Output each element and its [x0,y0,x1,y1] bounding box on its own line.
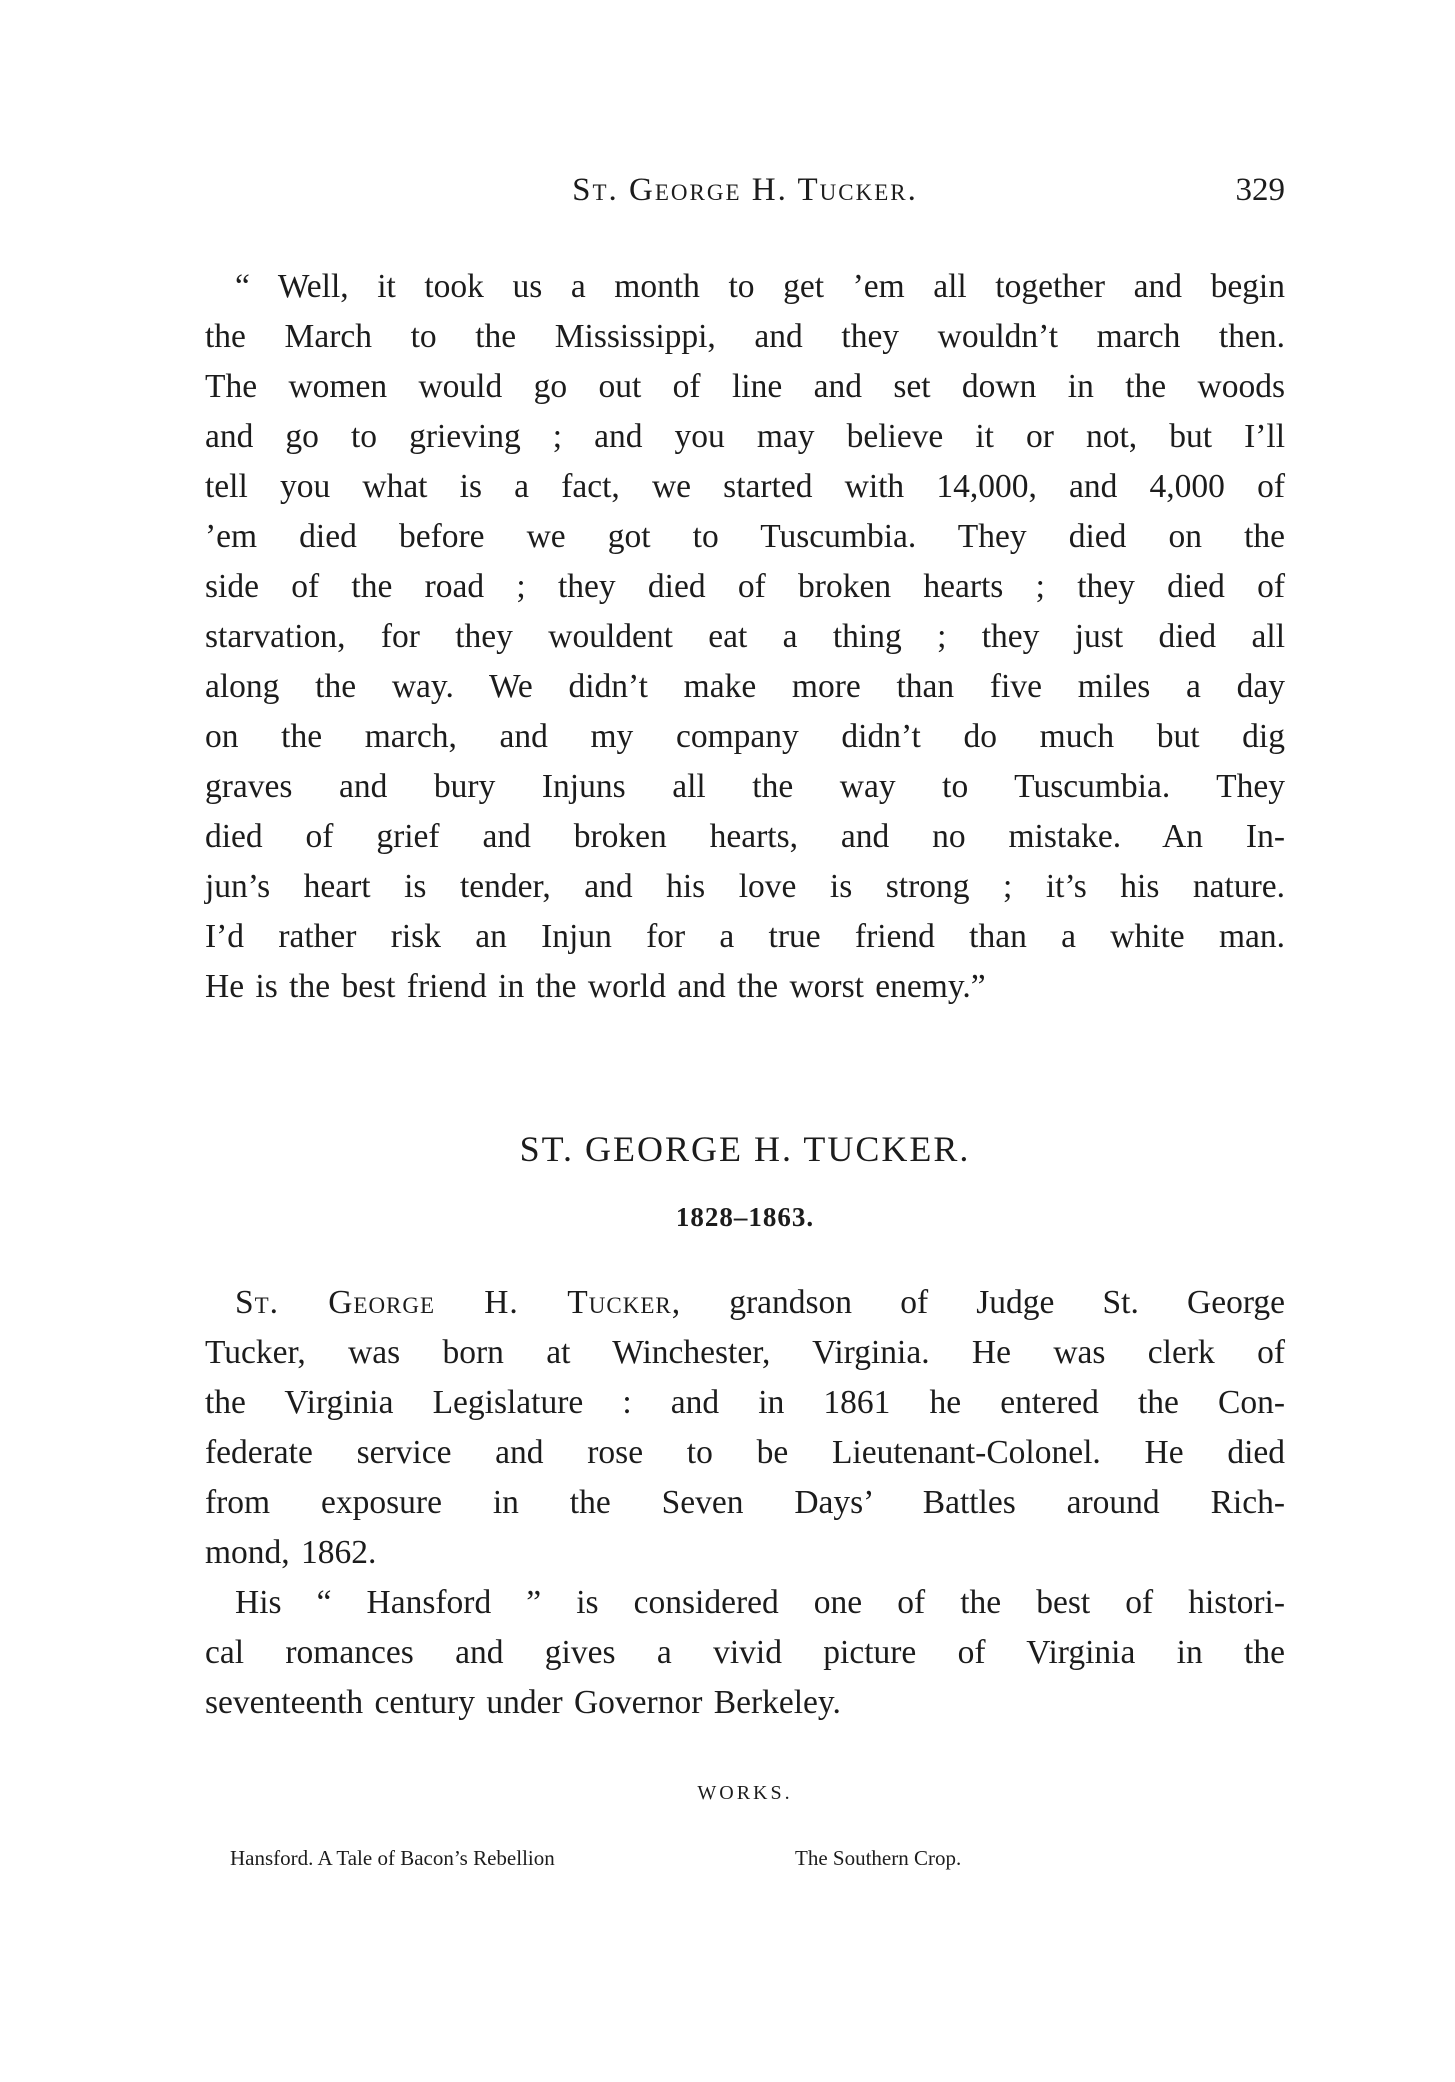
text-line [205,1278,1285,1328]
work-item: The Southern Crop. [795,1846,962,1870]
section-title: ST. GEORGE H. TUCKER. [519,1129,971,1169]
text-line: from exposure in the Seven Days’ Battles around Rich- [205,1484,1285,1521]
works-heading: WORKS. [697,1782,793,1804]
running-title: St. George H. Tucker. [572,172,918,208]
text-fragment: grandson of Judge St. George [681,1284,1285,1321]
section-dates: 1828–1863. [675,1202,815,1232]
work-item: Hansford. A Tale of Bacon’s Rebellion [230,1846,555,1870]
text-line: and go to grieving ; and you may believe it or not, but I’ll [205,418,1285,455]
works-list [230,1846,1280,1876]
text-line: I’d rather risk an Injun for a true friend than a white man. [205,918,1285,955]
page-number: 329 [1235,172,1285,208]
text-line: along the way. We didn’t make more than five miles a day [205,668,1285,705]
text-line: He is the best friend in the world and the worst enemy.” [205,968,986,1005]
biography-paragraph [205,1278,1285,1728]
text-line: side of the road ; they died of broken hearts ; they died of [205,568,1285,605]
text-line: mond, 1862. [205,1534,377,1571]
text-line: starvation, for they wouldent eat a thing ; they just died all [205,618,1285,655]
text-line: died of grief and broken hearts, and no mistake. An In- [205,818,1285,855]
text-line: graves and bury Injuns all the way to Tuscumbia. They [205,768,1285,805]
text-line: The women would go out of line and set down in the woods [205,368,1285,405]
text-line: Tucker, was born at Winchester, Virginia. He was clerk of [205,1334,1285,1371]
text-line: tell you what is a fact, we started with 14,000, and 4,000 of [205,468,1285,505]
text-line: ’em died before we got to Tuscumbia. They died on the [205,518,1285,555]
text-line: His “ Hansford ” is considered one of the best of histori- [235,1584,1285,1621]
text-line: federate service and rose to be Lieutenant-Colonel. He died [205,1434,1285,1471]
text-line: the March to the Mississippi, and they wouldn’t march then. [205,318,1285,355]
text-line: “ Well, it took us a month to get ’em all together and begin [235,268,1285,305]
text-line: jun’s heart is tender, and his love is strong ; it’s his nature. [205,868,1285,905]
text-line: cal romances and gives a vivid picture of Virginia in the [205,1634,1285,1671]
subject-name: St. George H. Tucker, [235,1284,682,1321]
text-line: the Virginia Legislature : and in 1861 he entered the Con- [205,1384,1285,1421]
text-line: on the march, and my company didn’t do much but dig [205,718,1285,755]
running-head [205,172,1285,212]
text-line: seventeenth century under Governor Berkeley. [205,1684,841,1721]
quote-paragraph [205,262,1285,1012]
